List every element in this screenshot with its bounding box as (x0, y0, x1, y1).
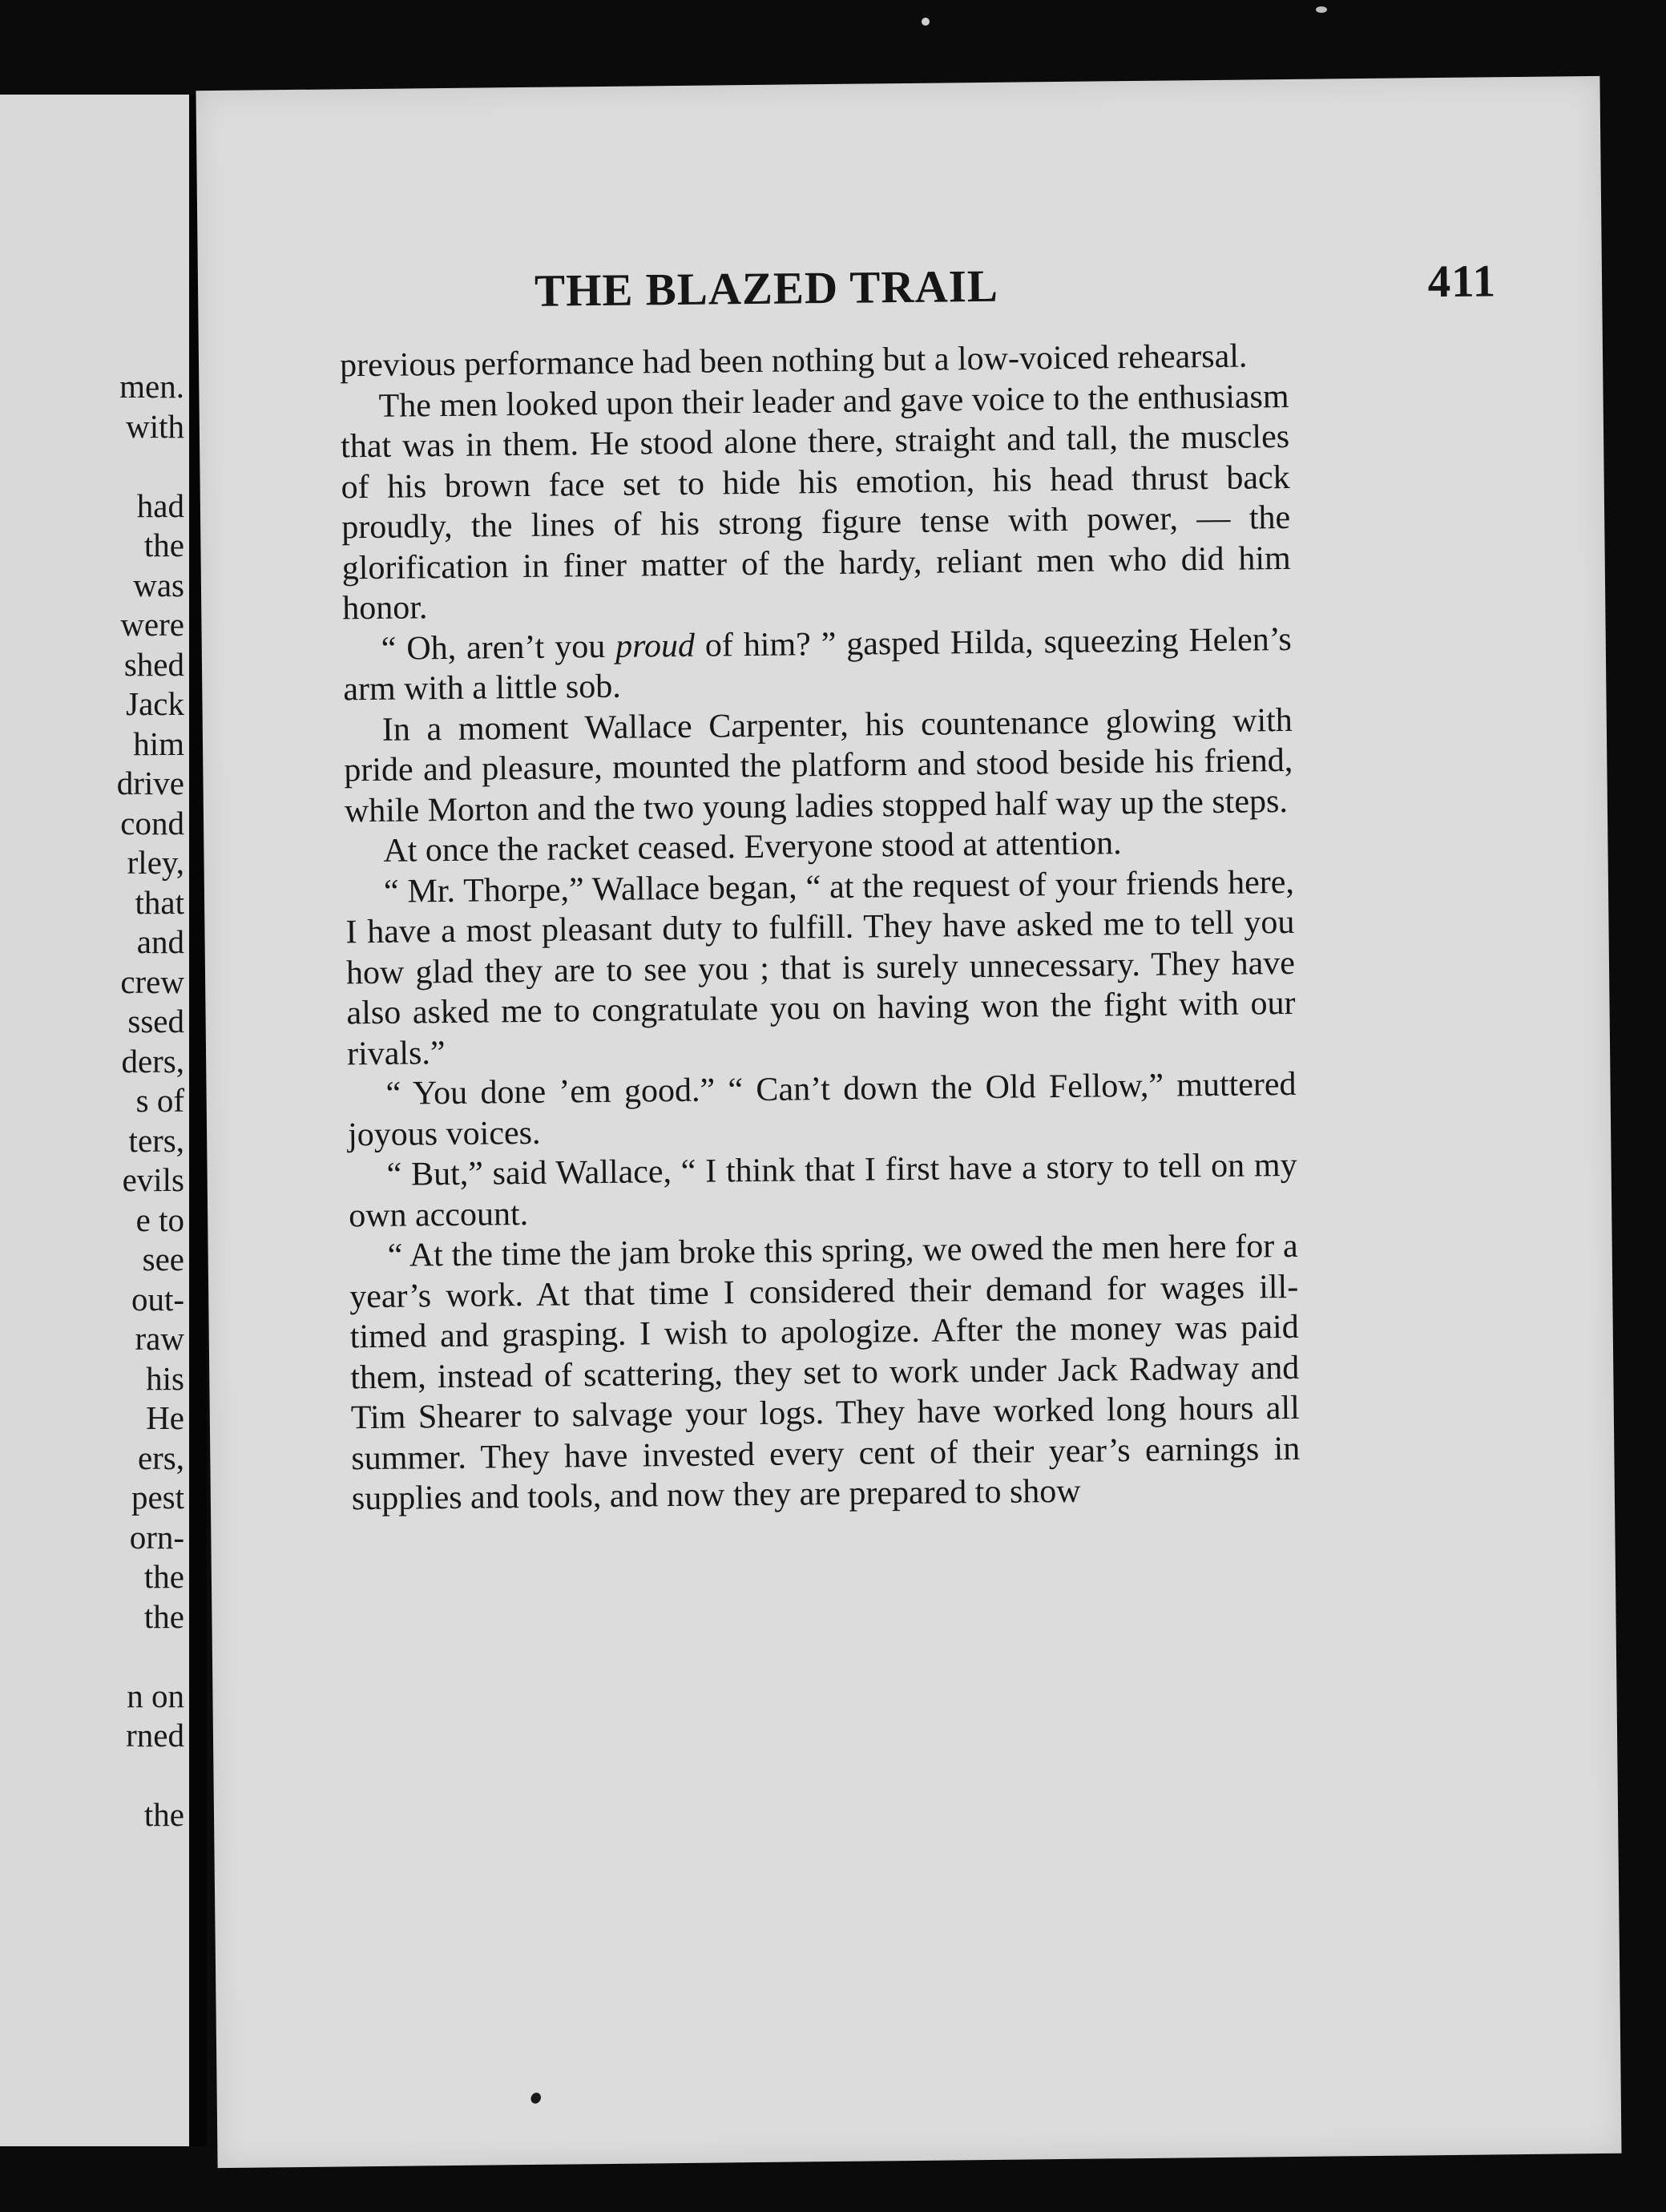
previous-page-line-fragment: crew (120, 963, 184, 1000)
previous-page-line-fragment: ers, (137, 1439, 184, 1476)
book-page (196, 76, 1621, 2168)
paragraph: In a moment Wallace Carpenter, his countenance glowing with pride and pleasure, mounted the platform and stood beside his friend, while Morton and the two young ladies stopped half way up the steps. (344, 701, 1293, 830)
previous-page-line-endings (117, 367, 184, 1835)
previous-page-line-fragment: men. (119, 368, 184, 405)
previous-page-line-fragment: Jack (126, 685, 184, 722)
previous-page-line-fragment: pest (131, 1479, 184, 1516)
running-head (534, 255, 1529, 321)
previous-page-line-fragment (117, 446, 184, 486)
body-text (340, 336, 1301, 1520)
paragraph: “ Oh, aren’t you proud of him? ” gasped Hilda, squeezing Helen’s arm with a little sob. (343, 620, 1292, 708)
emphasized-word: proud (615, 627, 696, 665)
previous-page-line-fragment: shed (123, 645, 184, 683)
paragraph: previous performance had been nothing but a low-voiced rehearsal. (339, 337, 1248, 385)
previous-page-line-fragment: evils (122, 1161, 184, 1198)
ink-blot (529, 2091, 543, 2105)
previous-page-line-fragment: orn- (129, 1518, 184, 1556)
paragraph: “ At the time the jam broke this spring, we owed the men here for a year’s work. At that time I considered their demand for wages ill-timed and grasping. I wish to apologize. After the money was paid them, instead of scattering, they set to work under Jack Radway and Tim Shearer to salvage your logs. They have worked long hours all summer. They have invested every cent of their year’s earnings in supplies and tools, and now they are prepared to show (349, 1227, 1301, 1518)
previous-page-line-fragment (117, 1756, 184, 1796)
paragraph: At once the racket ceased. Everyone stood at attention. (383, 825, 1122, 870)
previous-page-line-fragment: s of (135, 1082, 184, 1119)
previous-page-line-fragment: rned (126, 1717, 184, 1754)
previous-page-line-fragment: the (143, 527, 184, 563)
previous-page-line-fragment: his (146, 1359, 184, 1397)
previous-page-line-fragment: the (143, 1796, 184, 1833)
previous-page-line-fragment: drive (116, 765, 184, 801)
previous-page-line-fragment: that (135, 883, 184, 921)
previous-page-line-fragment: the (143, 1558, 184, 1595)
previous-page-line-fragment: ssed (127, 1003, 184, 1039)
previous-page-line-fragment: was (133, 566, 184, 603)
previous-page-line-fragment: were (120, 606, 184, 643)
scan-speck (922, 18, 930, 26)
previous-page-line-fragment: e to (135, 1201, 184, 1238)
previous-page-line-fragment: ders, (121, 1042, 184, 1080)
previous-page-line-fragment: cond (120, 804, 184, 842)
page-number: 411 (1427, 256, 1497, 308)
paragraph: “ But,” said Wallace, “ I think that I first have a story to tell on my own account. (348, 1146, 1297, 1234)
previous-page-line-fragment: and (136, 923, 184, 960)
running-title: THE BLAZED TRAIL (534, 260, 999, 317)
previous-page-line-fragment: raw (135, 1320, 184, 1357)
previous-page-line-fragment: ters, (128, 1121, 184, 1159)
previous-page-line-fragment: with (126, 407, 184, 445)
scan-speck (1316, 6, 1327, 13)
previous-page-line-fragment: n on (127, 1677, 184, 1714)
previous-page-line-fragment: out- (131, 1280, 184, 1318)
paragraph: The men looked upon their leader and gave voice to the enthusiasm that was in them. He stood alone there, straight and tall, the muscles of his brown face set to hide his emotion, his head thrust back proudly, the lines of his strong figure tense with power, — the glorification in finer matter of the hardy, reliant men who did him honor. (340, 377, 1291, 628)
previous-page-line-fragment: rley, (127, 844, 184, 881)
previous-page-line-fragment (117, 1637, 184, 1677)
previous-page-line-fragment: see (142, 1241, 184, 1278)
previous-page-fragment (0, 95, 189, 2146)
previous-page-line-fragment: the (143, 1597, 184, 1635)
previous-page-line-fragment: He (146, 1399, 184, 1436)
previous-page-line-fragment: had (136, 486, 184, 524)
paragraph: “ Mr. Thorpe,” Wallace began, “ at the request of your friends here, I have a most pleasant duty to fulfill. They have asked me to tell you how glad they are to see you ; that is surely unnecessary. They have also asked me to congratulate you on having won the fight with our rivals.” (345, 863, 1296, 1072)
previous-page-line-fragment: him (133, 725, 184, 762)
paragraph: “ You done ’em good.” “ Can’t down the Old Fellow,” muttered joyous voices. (347, 1065, 1297, 1153)
